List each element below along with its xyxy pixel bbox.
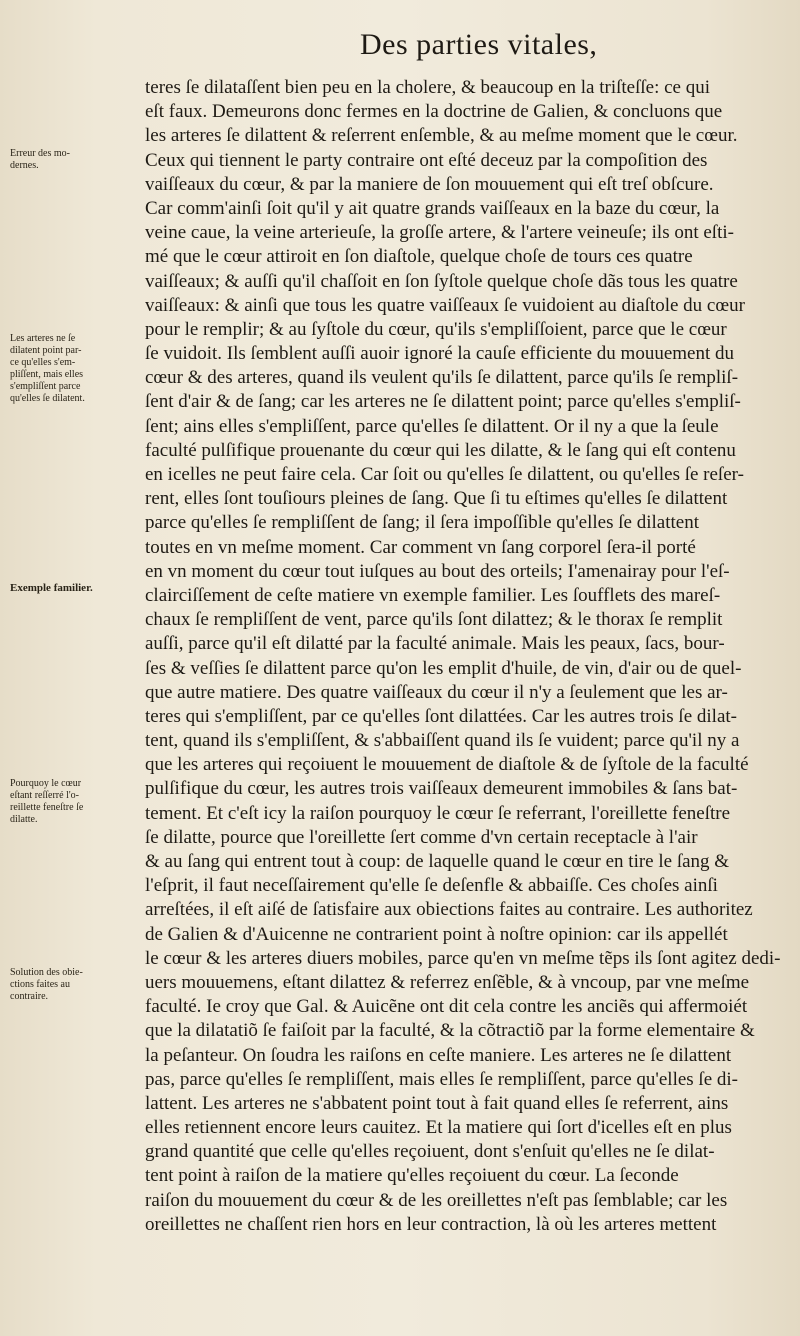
body-line: lattent. Les arteres ne s'abbatent point tout à fait quand elles ſe referrent, ains — [145, 1092, 729, 1114]
margin-note-line: dilatent point par- — [10, 345, 82, 356]
body-line: le cœur & les arteres diuers mobiles, parce qu'en vn meſme tẽps ils ſont agitez dedi- — [145, 947, 780, 969]
margin-note-line: Exemple familier. — [10, 582, 93, 594]
margin-note-arteres — [10, 333, 138, 405]
body-line: la peſanteur. On ſoudra les raiſons en ceſte maniere. Les arteres ne ſe dilattent — [145, 1044, 732, 1066]
body-line: oreillettes ne chaſſent rien hors en leur contraction, là où les arteres mettent — [145, 1213, 717, 1235]
body-line: tement. Et c'eſt icy la raiſon pourquoy le cœur ſe referrant, l'oreillette feneſtre — [145, 802, 731, 824]
body-line: que les arteres qui reçoiuent le mouuement de diaſtole & de ſyſtole de la faculté — [145, 754, 749, 776]
margin-note-line: Solution des obie- — [10, 967, 83, 978]
body-line: mé que le cœur attiroit en ſon diaſtole, quelque choſe de tours ces quatre — [145, 246, 693, 268]
body-line: uers mouuemens, eſtant dilattez & referrez enſẽble, & à vncoup, par vne meſme — [145, 971, 750, 993]
body-line: vaiſſeaux: & ainſi que tous les quatre vaiſſeaux ſe vuidoient au diaſtole du cœur — [145, 294, 745, 316]
body-line: raiſon du mouuement du cœur & de les oreillettes n'eſt pas ſemblable; car les — [145, 1189, 728, 1211]
body-line: les arteres ſe dilattent & reſerrent enſemble, & au meſme moment que le cœur. — [145, 125, 738, 147]
margin-note-line: dilatte. — [10, 814, 38, 825]
margin-note-line: reillette feneſtre ſe — [10, 802, 84, 813]
margin-note-line: eſtant reſſerré l'o- — [10, 790, 79, 801]
body-line: vaiſſeaux du cœur, & par la maniere de ſon mouuement qui eſt treſ obſcure. — [145, 173, 714, 195]
margin-note-line: dernes. — [10, 160, 39, 171]
body-line: vaiſſeaux; & auſſi qu'il chaſſoit en ſon ſyſtole quelque choſe dãs tous les quatre — [145, 270, 738, 292]
body-line: grand quantité que celle qu'elles reçoiuent, dont s'enſuit qu'elles ne ſe dilat- — [145, 1141, 715, 1163]
body-line: elles retiennent encore leurs cauitez. Et la matiere qui ſort d'icelles eſt en plus — [145, 1117, 732, 1139]
body-line: en icelles ne peut faire cela. Car ſoit ou qu'elles ſe dilattent, ou qu'elles ſe reſer- — [145, 464, 744, 485]
body-line: ſent; ains elles s'empliſſent, parce qu'elles ſe dilattent. Or il ny a que la ſeule — [145, 415, 719, 437]
body-text — [145, 76, 780, 1237]
body-line: rent, elles ſont touſiours pleines de ſang. Que ſi tu eſtimes qu'elles ſe dilattent — [145, 488, 728, 510]
body-line: en vn moment du cœur tout iuſques au bout des orteils; I'amenairay pour l'eſ- — [145, 560, 730, 582]
margin-note-line: Erreur des mo- — [10, 148, 70, 159]
body-line: que la dilatatiõ ſe faiſoit par la faculté, & la cõtractiõ par la forme elementaire & — [145, 1020, 755, 1042]
body-line: Car comm'ainſi ſoit qu'il y ait quatre grands vaiſſeaux en la baze du cœur, la — [145, 197, 720, 219]
body-line: parce qu'elles ſe rempliſſent de ſang; il ſera impoſſible qu'elles ſe dilattent — [145, 512, 699, 534]
body-line: de Galien & d'Auicenne ne contrarient point à noſtre opinion: car ils appellét — [145, 923, 728, 945]
margin-note-line: s'empliſſent parce — [10, 381, 81, 392]
body-line: clairciſſement de ceſte matiere vn exemple familier. Les ſoufflets des mareſ- — [145, 584, 721, 606]
body-line: cœur & des arteres, quand ils veulent qu'ils ſe dilattent, parce qu'ils ſe rempliſ- — [145, 367, 739, 389]
margin-note-line: Les arteres ne ſe — [10, 333, 76, 344]
running-head: Des parties vitales, — [360, 28, 598, 61]
margin-note-solution — [10, 967, 138, 1003]
body-line: & au ſang qui entrent tout à coup: de laquelle quand le cœur en tire le ſang & — [145, 851, 730, 872]
body-line: pour le remplir; & au ſyſtole du cœur, qu'ils s'empliſſoient, parce que le cœur — [145, 318, 727, 340]
margin-note-line: pliſſent, mais elles — [10, 369, 84, 380]
margin-note-line: qu'elles ſe dilatent. — [10, 393, 85, 404]
margin-note-erreur — [10, 148, 138, 172]
body-line: ſe dilatte, pource que l'oreillette ſert comme d'vn certain receptacle à l'air — [145, 826, 698, 848]
margin-note-line: Pourquoy le cœur — [10, 778, 82, 789]
margin-note-line: ce qu'elles s'em- — [10, 357, 76, 368]
body-line: tent point à raiſon de la matiere qu'elles reçoiuent du cœur. La ſeconde — [145, 1165, 679, 1187]
body-line: ſes & veſſies ſe dilattent parce qu'on les emplit d'huile, de vin, d'air ou de quel- — [145, 657, 742, 679]
body-line: toutes en vn meſme moment. Car comment vn ſang corporel ſera-il porté — [145, 536, 696, 558]
body-line: tent, quand ils s'empliſſent, & s'abbaiſſent quand ils ſe vuident; parce qu'il ny a — [145, 730, 740, 752]
body-line: ſent d'air & de ſang; car les arteres ne ſe dilattent point; parce qu'elles s'empliſ- — [145, 391, 741, 413]
body-line: eſt faux. Demeurons donc fermes en la doctrine de Galien, & concluons que — [145, 101, 723, 123]
body-line: faculté pulſifique prouenante du cœur qui les dilatte, & le ſang qui eſt contenu — [145, 439, 736, 461]
margin-note-pourquoy — [10, 778, 138, 826]
body-line: teres qui s'empliſſent, par ce qu'elles ſont dilattées. Car les autres trois ſe dilat- — [145, 705, 737, 727]
body-line: Ceux qui tiennent le party contraire ont eſté deceuz par la compoſition des — [145, 149, 708, 171]
body-line: auſſi, parce qu'il eſt dilatté par la faculté animale. Mais les peaux, ſacs, bour- — [145, 633, 725, 655]
margin-note-line: contraire. — [10, 991, 49, 1002]
body-line: que autre matiere. Des quatre vaiſſeaux du cœur il n'y a ſeulement que les ar- — [145, 681, 728, 703]
body-line: ſe vuidoit. Ils ſemblent auſſi auoir ignoré la cauſe efficiente du mouuement du — [145, 343, 734, 365]
body-line: l'eſprit, il faut neceſſairement qu'elle ſe deſenfle & abbaiſſe. Ces choſes ainſi — [145, 875, 718, 897]
body-line: arreſtées, il eſt aiſé de ſatisfaire aux obiections faites au contraire. Les authoritez — [145, 899, 753, 921]
body-line: pulſifique du cœur, les autres trois vaiſſeaux demeurent immobiles & ſans bat- — [145, 778, 738, 800]
body-line: faculté. Ie croy que Gal. & Auicẽne ont dit cela contre les anciẽs qui affermoiét — [145, 996, 748, 1018]
body-line: veine caue, la veine arterieuſe, la groſſe artere, & l'artere veineuſe; ils ont eſti- — [145, 222, 734, 244]
body-line: teres ſe dilataſſent bien peu en la cholere, & beaucoup en la triſteſſe: ce qui — [145, 77, 711, 98]
body-line: pas, parce qu'elles ſe rempliſſent, mais elles ſe rempliſſent, parce qu'elles ſe di- — [145, 1068, 738, 1090]
margin-note-line: ctions faites au — [10, 979, 70, 990]
margin-note-exemple — [10, 582, 138, 594]
body-line: chaux ſe rempliſſent de vent, parce qu'ils ſont dilattez; & le thorax ſe remplit — [145, 609, 723, 631]
